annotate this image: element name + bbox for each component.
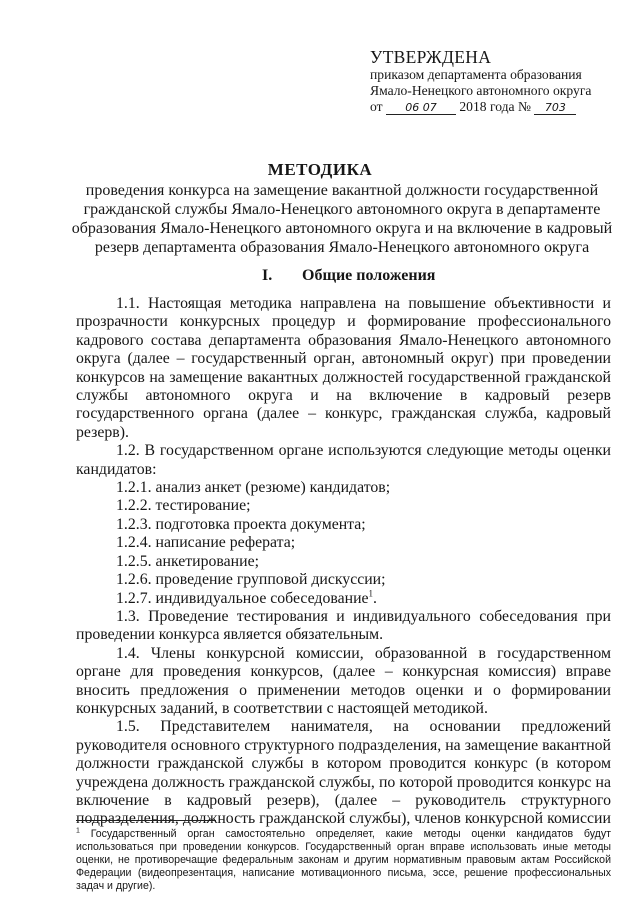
list-item: 1.2.3. подготовка проекта документа; [116,515,366,533]
list-item: 1.2.2. тестирование; [116,497,251,515]
paragraph-1-2: 1.2. В государственном органе используются следующие методы оценки кандидатов: [76,442,611,478]
approval-line-2: Ямало-Ненецкого автономного округа [370,83,592,98]
footnote-mark: 1 [76,827,80,835]
approval-from-label: от [370,99,383,114]
approval-date-handwritten: 06 07 [386,102,456,115]
footnote-text: Государственный орган самостоятельно определяет, какие методы оценки кандидатов будут использоваться при проведении конкурсов. Государственный орган вправе использовать иные методы оценки, не противоречащие федеральным законам и другим нормативным правовым актам Российской Федерации (видеопрезентация, написание мотивационного письма, эссе, решение профессиональных задач и другие). [76,828,611,892]
list-item-1-2-7 [76,590,611,608]
footnote [76,828,611,893]
section-number: I. [262,267,273,284]
list-item-1-2-7-end: . [373,589,377,607]
list-item: 1.2.4. написание реферата; [116,534,296,552]
footnote-divider [76,820,216,821]
paragraph-1-4: 1.4. Члены конкурсной комиссии, образованной в государственном органе для проведения конкурсов, (далее – конкурсная комиссия) вправе вносить предложения о применении методов оценки и о формировании конкурсных заданий, в соответствии с настоящей методикой. [76,644,611,717]
approval-date-line [370,99,632,115]
list-item-1-2-7-text: 1.2.7. индивидуальное собеседование [116,589,369,607]
list-item: 1.2.1. анализ анкет (резюме) кандидатов; [116,479,391,497]
paragraph-1-1: 1.1. Настоящая методика направлена на повышение объективности и прозрачности конкурсных процедур и формирование профессионального кадрового состава департамента образования Ямало-Ненецкого автономного округа (далее – государственный орган, автономный округ) при проведении конкурсов на замещение вакантных должностей государственной гражданской службы автономного округа и на включение в кадровый резерв государственного органа (далее – конкурс, гражданская служба, кадровый резерв). [76,295,611,441]
paragraph-1-3: 1.3. Проведение тестирования и индивидуального собеседования при проведении конкурса является обязательным. [76,607,611,644]
footnote-reference: 1 [368,588,374,599]
list-item: 1.2.5. анкетирование; [116,552,259,570]
document-body [76,295,611,829]
list-item: 1.2.6. проведение групповой дискуссии; [116,571,386,589]
document-title: МЕТОДИКА [267,160,373,179]
approval-title: УТВЕРЖДЕНА [370,47,492,67]
document-subtitle: проведения конкурса на замещение вакантной должности государственной гражданской службы Ямало-Ненецкого автономного округа в департаменте образования Ямало-Ненецкого автономного округа и на включение в кадровый резерв департамента образования Ямало-Ненецкого автономного округа [71,182,613,256]
approval-stamp [370,47,632,115]
section-name: Общие положения [302,267,436,284]
approval-year-text: 2018 года № [459,99,531,114]
approval-line-1: приказом департамента образования [370,67,582,82]
paragraph-1-5: 1.5. Представителем нанимателя, на основании предложений руководителя основного структурного подразделения, на замещение вакантной должности гражданской службы в котором проводится конкурс (в котором учреждена должность гражданской службы, по которой проводится конкурс на включение в кадровый резерв), (далее – руководитель структурного подразделения, должность гражданской службы), членов конкурсной комиссии [76,718,611,828]
approval-number-handwritten: 703 [534,102,576,115]
